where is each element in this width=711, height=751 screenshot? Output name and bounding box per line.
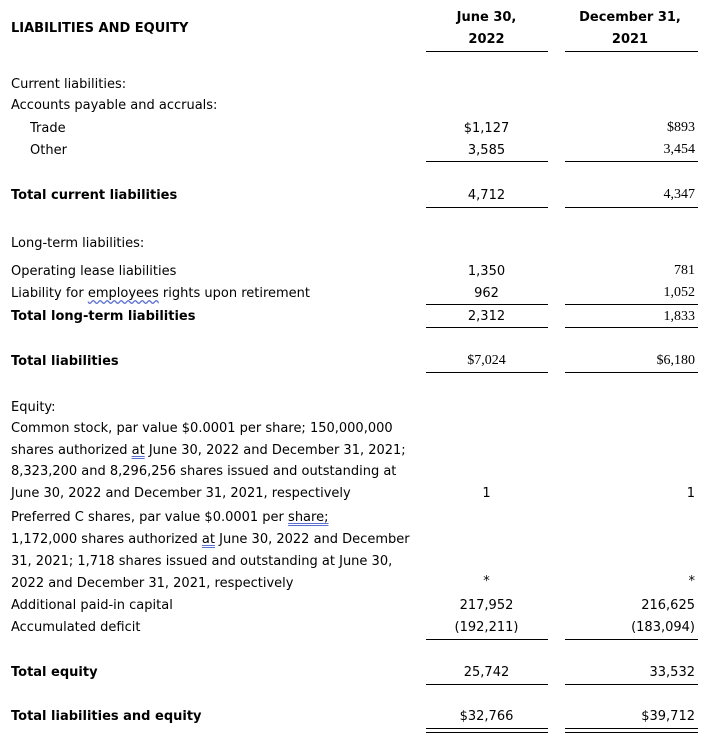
- equity-subtotal-rule-col2: [565, 639, 698, 640]
- other-2021-value: 3,454: [663, 142, 695, 157]
- header-rule-col2: [565, 51, 698, 52]
- total-long-term-liabilities-label: Total long-term liabilities: [11, 309, 196, 324]
- current-subtotal-rule-col2: [565, 161, 698, 162]
- total-equity-label: Total equity: [11, 665, 98, 680]
- common-stock-line-4: June 30, 2022 and December 31, 2021, respectively: [11, 486, 351, 501]
- total-long-term-2021-value: 1,833: [663, 309, 695, 324]
- total-liabilities-and-equity-2022-value: $32,766: [459, 709, 514, 724]
- longterm-total-rule-col2: [565, 327, 698, 328]
- grand-total-double-rule-col1: [426, 728, 548, 733]
- trade-label: Trade: [30, 121, 66, 136]
- grand-total-double-rule-col2: [565, 728, 698, 733]
- total-liabilities-2022-value: $7,024: [467, 353, 506, 368]
- equity-heading: Equity:: [11, 400, 56, 415]
- preferred-line-2-post: June 30, 2022 and December: [214, 532, 410, 547]
- common-stock-line-1: Common stock, par value $0.0001 per share; 150,000,000: [11, 421, 393, 436]
- total-equity-2022-value: 25,742: [463, 665, 510, 680]
- apic-2022-value: 217,952: [459, 598, 514, 613]
- retirement-liability-label: [11, 286, 310, 302]
- common-line-2-marked-word: at: [131, 443, 145, 458]
- trade-2021-value: $893: [667, 120, 695, 135]
- total-equity-rule-col2: [565, 684, 698, 685]
- common-stock-line-3: 8,323,200 and 8,296,256 shares issued and outstanding at: [11, 464, 397, 479]
- total-equity-2021-value: 33,532: [649, 665, 695, 680]
- accumulated-deficit-2022-value: (192,211): [454, 620, 519, 635]
- preferred-line-1-pre: Preferred C shares, par value $0.0001 per: [11, 510, 289, 525]
- long-term-liabilities-heading: Long-term liabilities:: [11, 236, 145, 251]
- current-liabilities-heading: Current liabilities:: [11, 77, 127, 92]
- preferred-line-2-pre: 1,172,000 shares authorized: [11, 532, 202, 547]
- common-line-2-post: June 30, 2022 and December 31, 2021;: [144, 443, 406, 458]
- section-title: LIABILITIES AND EQUITY: [11, 21, 189, 36]
- total-current-2022-value: 4,712: [467, 188, 506, 203]
- apic-label: Additional paid-in capital: [11, 598, 173, 613]
- operating-lease-2021-value: 781: [674, 263, 695, 278]
- total-liabilities-label: Total liabilities: [11, 354, 119, 369]
- common-stock-2021-value: 1: [686, 486, 695, 501]
- total-liabilities-and-equity-2021-value: $39,712: [641, 709, 695, 724]
- other-2022-value: 3,585: [467, 143, 506, 158]
- total-long-term-2022-value: 2,312: [467, 309, 506, 324]
- total-current-2021-value: 4,347: [663, 187, 695, 202]
- trade-2022-value: $1,127: [463, 121, 510, 136]
- equity-subtotal-rule-col1: [426, 639, 548, 640]
- col2-header-year: 2021: [611, 32, 649, 47]
- total-equity-rule-col1: [426, 684, 548, 685]
- retirement-label-pre: Liability for: [11, 286, 88, 301]
- preferred-line-1-marked-word: share;: [288, 510, 329, 525]
- preferred-line-4: 2022 and December 31, 2021, respectively: [11, 576, 294, 591]
- accumulated-deficit-label: Accumulated deficit: [11, 620, 141, 635]
- current-total-rule-col2: [565, 207, 698, 208]
- common-line-2-pre: shares authorized: [11, 443, 132, 458]
- operating-lease-2022-value: 1,350: [467, 264, 506, 279]
- total-liabilities-and-equity-label: Total liabilities and equity: [11, 709, 202, 724]
- total-liabilities-rule-col2: [565, 372, 698, 373]
- longterm-subtotal-rule-col1: [426, 304, 548, 305]
- total-liabilities-2021-value: $6,180: [656, 353, 695, 368]
- common-stock-line-2: [11, 443, 406, 459]
- accounts-payable-subheading: Accounts payable and accruals:: [11, 98, 218, 113]
- preferred-line-2: [11, 532, 410, 548]
- preferred-line-1: [11, 510, 328, 526]
- preferred-line-3: 31, 2021; 1,718 shares issued and outstanding at June 30,: [11, 554, 393, 569]
- total-liabilities-rule-col1: [426, 372, 548, 373]
- col1-header-year: 2022: [468, 32, 505, 47]
- retirement-label-marked-word: employees: [87, 286, 159, 301]
- total-current-liabilities-label: Total current liabilities: [11, 188, 178, 203]
- col1-header-month: June 30,: [456, 10, 517, 25]
- other-label: Other: [30, 143, 67, 158]
- col2-header-month: December 31,: [579, 10, 681, 25]
- retirement-2022-value: 962: [474, 286, 499, 301]
- retirement-label-post: rights upon retirement: [158, 286, 311, 301]
- current-subtotal-rule-col1: [426, 161, 548, 162]
- preferred-2022-value: *: [483, 574, 490, 589]
- accumulated-deficit-2021-value: (183,094): [631, 620, 695, 635]
- longterm-total-rule-col1: [426, 327, 548, 328]
- apic-2021-value: 216,625: [641, 598, 695, 613]
- retirement-2021-value: 1,052: [663, 285, 695, 300]
- header-rule-col1: [426, 51, 548, 52]
- longterm-subtotal-rule-col2: [565, 304, 698, 305]
- preferred-2021-value: *: [688, 574, 695, 589]
- operating-lease-label: Operating lease liabilities: [11, 264, 177, 279]
- current-total-rule-col1: [426, 207, 548, 208]
- common-stock-2022-value: 1: [482, 486, 491, 501]
- preferred-line-2-marked-word: at: [201, 532, 215, 547]
